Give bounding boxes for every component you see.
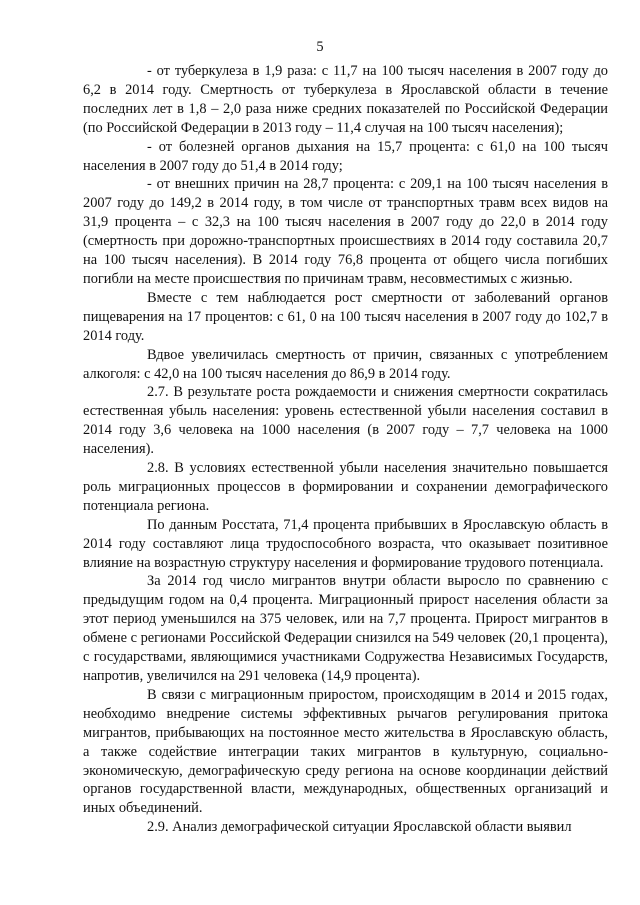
- document-body: [83, 62, 608, 837]
- paragraph-external-causes: - от внешних причин на 28,7 процента: с 209,1 на 100 тысяч населения в 2007 году до 149,2 в 2014 году, в том числе от транспортных травм всех видов на 31,9 процента – с 32,3 на 100 тысяч населения в 2007 году до 22,0 в 2014 году (смертность при дорожно-транспортных происшествиях в 2014 году составила 20,7 на 100 тысяч населения). В 2014 году 76,8 процента от общего числа погибших погибли на месте происшествия по причинам травм, несовместимых с жизнью.: [83, 176, 608, 287]
- paragraph-2-8: 2.8. В условиях естественной убыли населения значительно повышается роль миграционных процессов в формировании и сохранении демографического потенциала региона.: [83, 460, 608, 514]
- paragraph-rosstat: По данным Росстата, 71,4 процента прибывших в Ярославскую область в 2014 году составляют лица трудоспособного возраста, что оказывает позитивное влияние на возрастную структуру населения и формирование трудового потенциала.: [83, 516, 608, 571]
- paragraph-respiratory: - от болезней органов дыхания на 15,7 процента: с 61,0 на 100 тысяч населения в 2007 году до 51,4 в 2014 году;: [83, 138, 608, 174]
- paragraph-migrants-2014: За 2014 год число мигрантов внутри области выросло по сравнению с предыдущим годом на 0,4 процента. Миграционный прирост населения области за этот период уменьшился на 375 человек, или на 7,7 процента. Прирост мигрантов в обмене с регионами Российской Федерации снизился на 549 человек (20,1 процента), с государствами, являющимися участниками Содружества Независимых Государств, напротив, увеличился на 291 человека (14,9 процента).: [83, 573, 608, 684]
- paragraph-digestive: Вместе с тем наблюдается рост смертности от заболеваний органов пищеварения на 17 процентов: с 61, 0 на 100 тысяч населения в 2007 году до 102,7 в 2014 году.: [83, 289, 608, 344]
- paragraph-alcohol: Вдвое увеличилась смертность от причин, связанных с употреблением алкоголя: с 42,0 на 100 тысяч населения до 86,9 в 2014 году.: [83, 346, 608, 382]
- page-number: 5: [316, 39, 324, 55]
- paragraph-2-7: 2.7. В результате роста рождаемости и снижения смертности сократилась естественная убыль населения: уровень естественной убыли населения составил в 2014 году 3,6 человека на 1000 населения (в 2007 году – 7,7 человека на 1000 населения).: [83, 384, 608, 458]
- paragraph-2-9: 2.9. Анализ демографической ситуации Ярославской области выявил: [147, 819, 572, 836]
- paragraph-migration-policy: В связи с миграционным приростом, происходящим в 2014 и 2015 годах, необходимо внедрение системы эффективных рычагов регулирования притока мигрантов, прибывающих на постоянное место жительства в Ярославскую область, а также содействие интеграции таких мигрантов в культурную, социально-экономическую, демографическую среду региона на основе координации действий органов государственной власти, международных, общественных организаций и иных объединений.: [83, 686, 608, 817]
- paragraph-tuberculosis: - от туберкулеза в 1,9 раза: с 11,7 на 100 тысяч населения в 2007 году до 6,2 в 2014 году. Смертность от туберкулеза в Ярославской области в течение последних лет в 1,8 – 2,0 раза ниже средних показателей по Российской Федерации (по Российской Федерации в 2013 году – 11,4 случая на 100 тысяч населения);: [83, 63, 608, 136]
